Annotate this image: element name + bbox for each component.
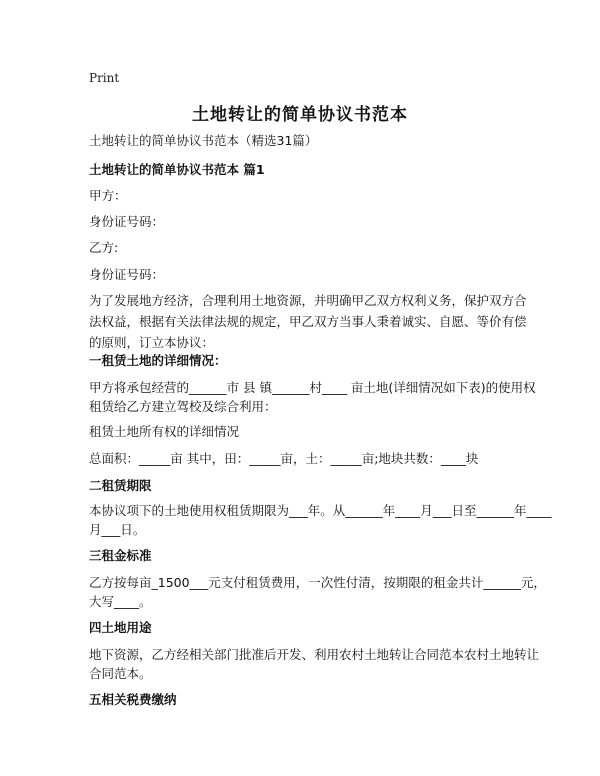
section-heading: 土地转让的简单协议书范本 篇1 xyxy=(89,162,265,177)
clause4-line2: 合同范本。 xyxy=(89,666,152,681)
party-b-label: 乙方: xyxy=(89,240,119,255)
clause1-ownership: 租赁土地所有权的详细情况 xyxy=(89,424,240,439)
id-number-b-label: 身份证号码： xyxy=(89,267,165,282)
clause2-line2: 月___日。 xyxy=(89,522,146,537)
document-title: 土地转让的简单协议书范本 xyxy=(192,105,408,125)
clause3-line2: 大写____。 xyxy=(89,594,152,609)
id-number-a-label: 身份证号码： xyxy=(89,214,165,229)
clause5-heading: 五相关税费缴纳 xyxy=(89,692,177,707)
clause1-area: 总面积：_____亩 其中，田：_____亩，土：_____亩;地块共数：____块 xyxy=(89,451,479,466)
clause4-heading: 四土地用途 xyxy=(89,620,152,635)
clause1-line1: 甲方将承包经营的______市 县 镇______村____ 亩土地(详细情况如下表)的使用权 xyxy=(89,380,536,395)
clause3-line1: 乙方按每亩_1500___元支付租赁费用，一次性付清，按期限的租金共计______元， xyxy=(89,575,546,590)
clause2-line1: 本协议项下的土地使用权租赁期限为___年。从______年____月___日至______年____ xyxy=(89,503,552,518)
party-a-label: 甲方： xyxy=(89,188,127,203)
clause1-line2: 租赁给乙方建立驾校及综合利用： xyxy=(89,399,277,414)
clause2-heading: 二租赁期限 xyxy=(89,478,152,493)
clause1-heading: 一租赁土地的详细情况： xyxy=(89,353,227,368)
preamble-paragraph: 为了发展地方经济，合理利用土地资源，并明确甲乙双方权利义务，保护双方合法权益，根据有关法律法规的规定，甲乙双方当事人秉着诚实、自愿、等价有偿的原则，订立本协议： xyxy=(89,293,527,350)
clause3-heading: 三租金标准 xyxy=(89,548,152,563)
print-link[interactable]: Print xyxy=(89,71,120,85)
clause4-line1: 地下资源，乙方经相关部门批准后开发、利用农村土地转让合同范本农村土地转让 xyxy=(89,647,540,662)
document-subtitle: 土地转让的简单协议书范本（精选31篇） xyxy=(89,133,318,148)
